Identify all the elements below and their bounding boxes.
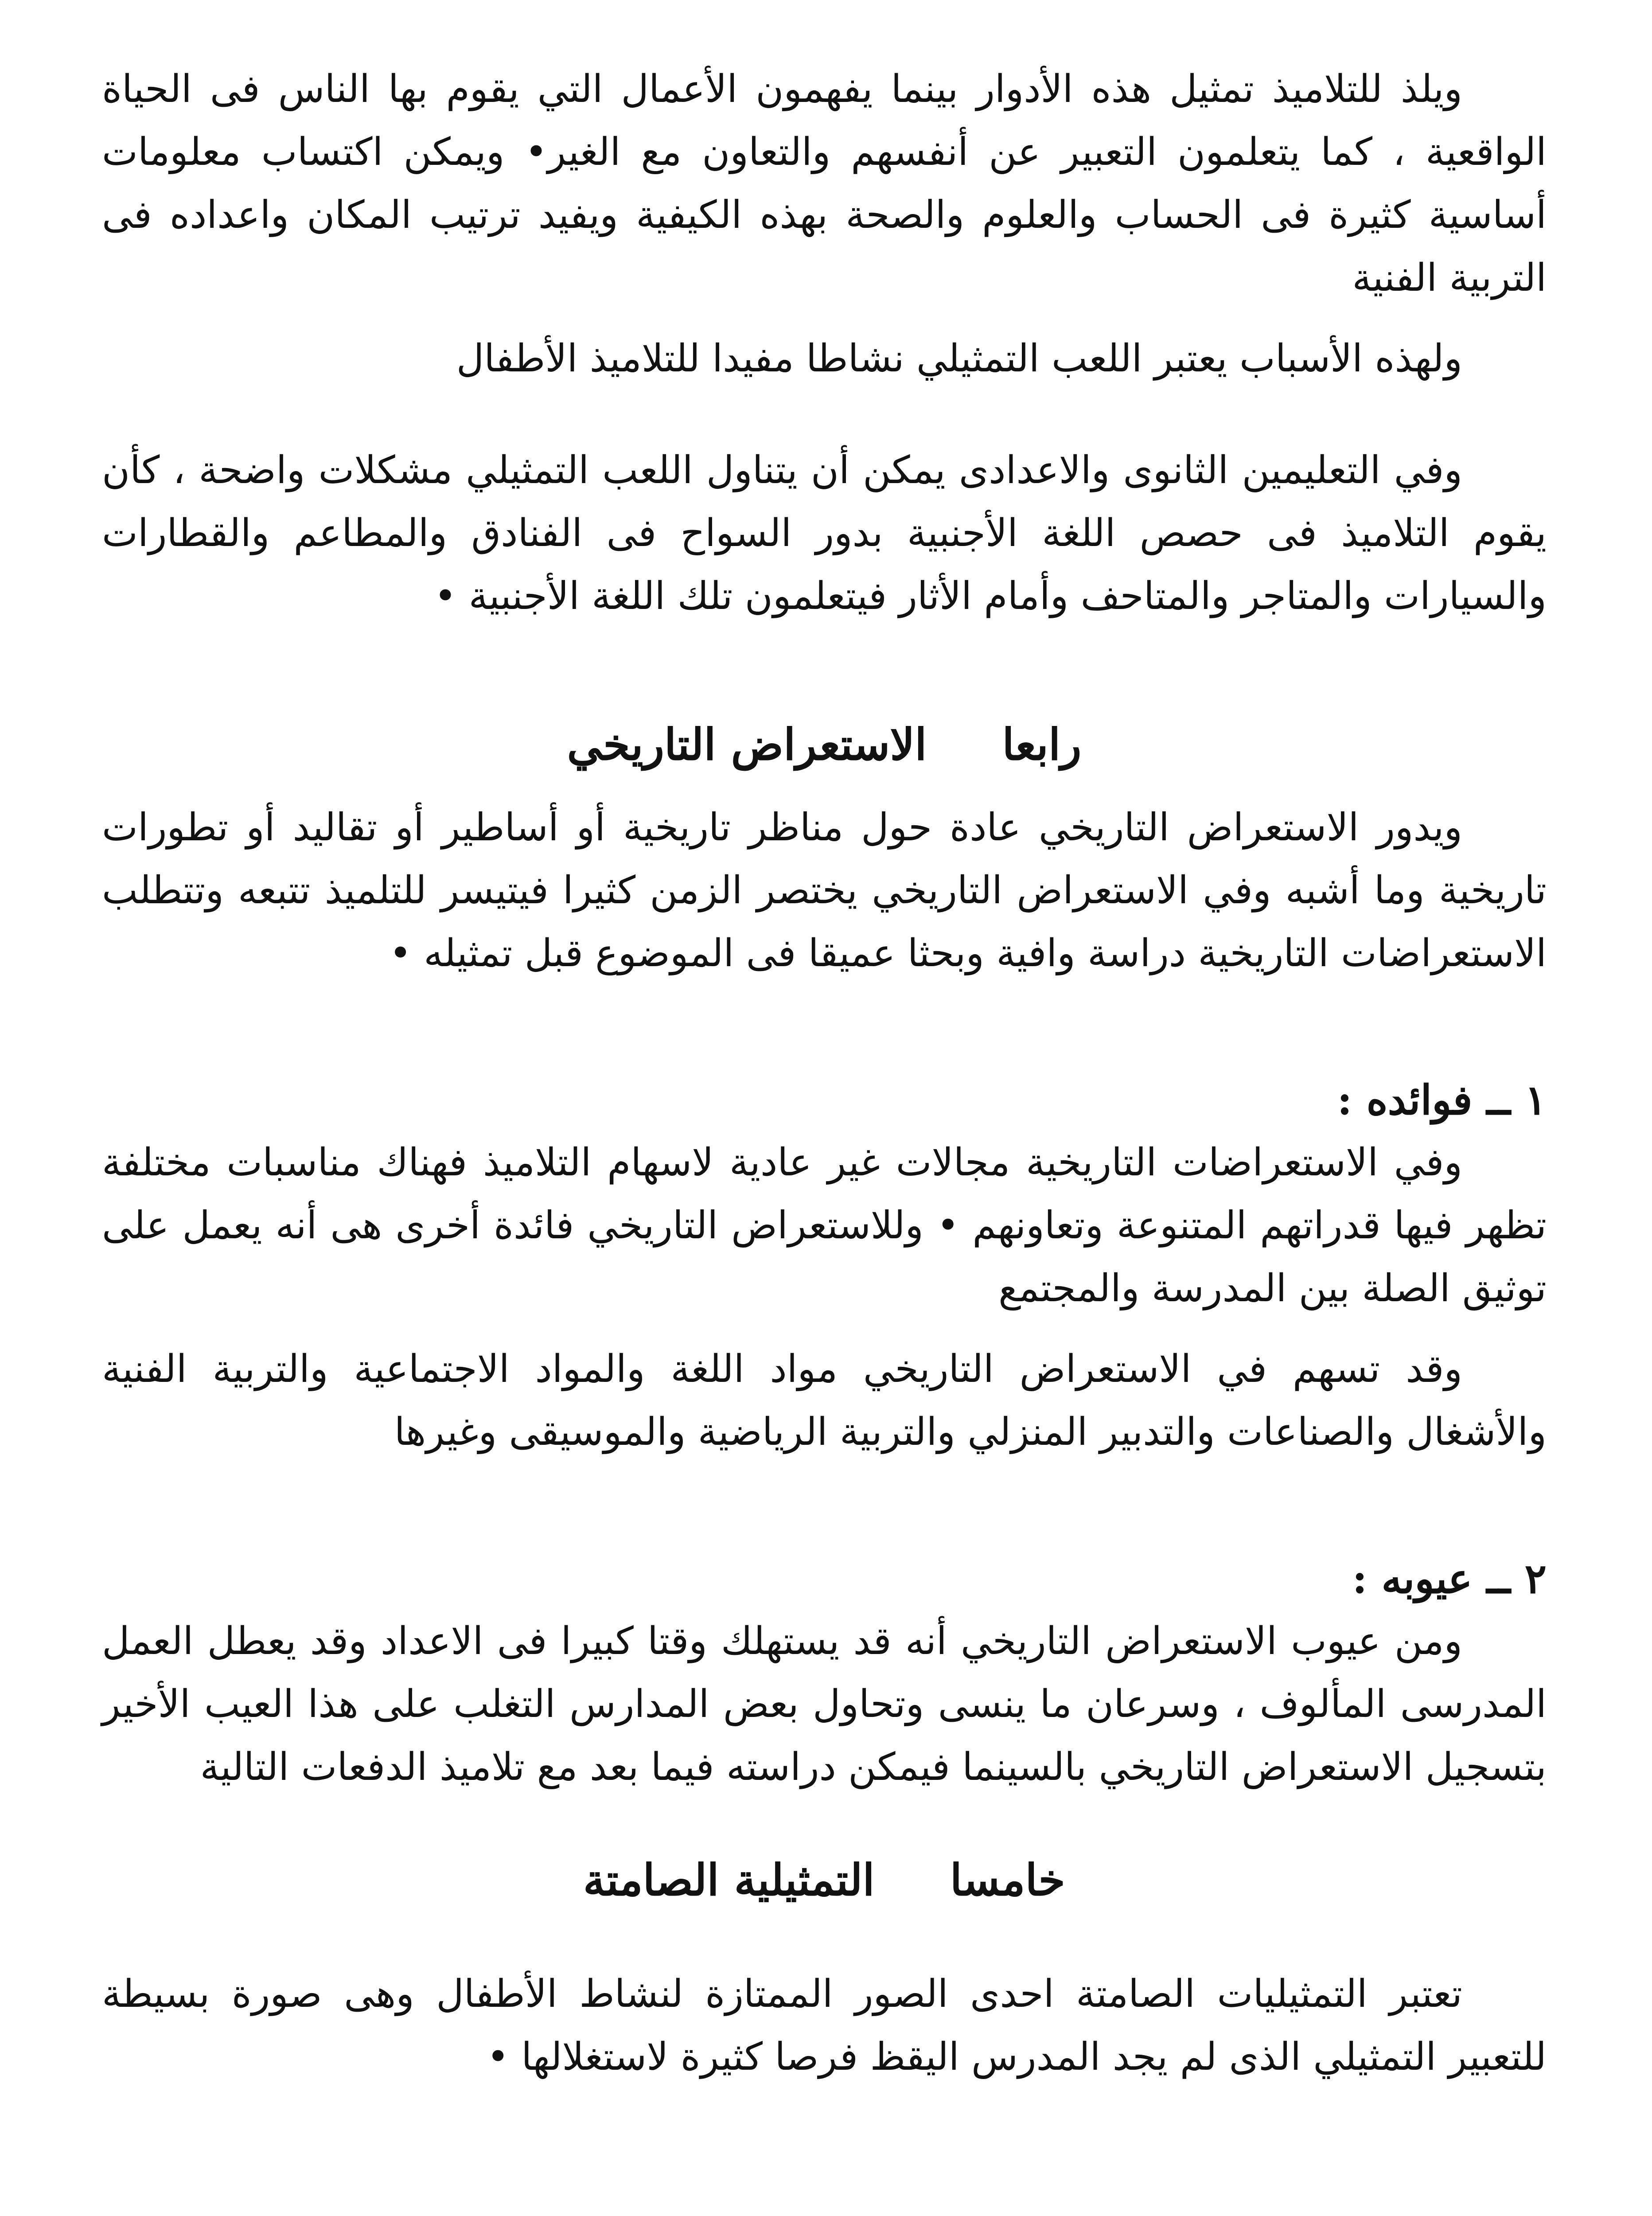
paragraph-pageant-description: ويدور الاستعراض التاريخي عادة حول مناظر تاريخية أو أساطير أو تقاليد أو تطورات تاريخية وما أشبه وفي الاستعراض التاريخي يختصر الزمن كثيرا فيتيسر للتلميذ تتبعه وتتطلب الاستعراضات التاريخية دراسة وافية وبحثا عميقا فى الموضوع قبل تمثيله •	[102, 805, 1547, 975]
section-title: التمثيلية الصامتة	[583, 1855, 875, 1906]
subheading-drawbacks: ٢ ــ عيوبه :	[1352, 1555, 1547, 1603]
section-heading-historical-pageant	[102, 712, 1547, 778]
paragraph-role-play-usefulness: ولهذه الأسباب يعتبر اللعب التمثيلي نشاطا مفيدا للتلاميذ الأطفال	[456, 336, 1462, 381]
paragraph-pantomime: تعتبر التمثيليات الصامتة احدى الصور الممتازة لنشاط الأطفال وهى صورة بسيطة للتعبير التمثيلي الذى لم يجد المدرس اليقظ فرصا كثيرة لاستغلالها •	[102, 1972, 1547, 2079]
paragraph-secondary-education: وفي التعليمين الثانوى والاعدادى يمكن أن يتناول اللعب التمثيلي مشكلات واضحة ، كأن يقوم التلاميذ فى حصص اللغة الأجنبية بدور السواح فى الفنادق والمطاعم والقطارات والسيارات والمتاجر والمتاحف وأمام الأثار فيتعلمون تلك اللغة الأجنبية •	[102, 448, 1547, 618]
section-number: خامسا	[950, 1855, 1065, 1906]
section-number: رابعا	[1002, 719, 1082, 770]
book-page	[102, 58, 1547, 2216]
paragraph-contributing-subjects: وقد تسهم في الاستعراض التاريخي مواد اللغة والمواد الاجتماعية والتربية الفنية والأشغال والصناعات والتدبير المنزلي والتربية الرياضية والموسيقى وغيرها	[102, 1347, 1547, 1454]
paragraph-role-play-benefits: ويلذ للتلاميذ تمثيل هذه الأدوار بينما يفهمون الأعمال التي يقوم بها الناس فى الحياة الواقعية ، كما يتعلمون التعبير عن أنفسهم والتعاون مع الغير• ويمكن اكتساب معلومات أساسية كثيرة فى الحساب والعلوم والصحة بهذه الكيفية ويفيد ترتيب المكان واعداده فى التربية الفنية	[102, 67, 1547, 300]
section-title: الاستعراض التاريخي	[567, 719, 927, 770]
subheading-benefits: ١ ــ فوائده :	[1337, 1076, 1547, 1124]
section-heading-pantomime	[102, 1847, 1547, 1914]
paragraph-pageant-benefits: وفي الاستعراضات التاريخية مجالات غير عادية لاسهام التلاميذ فهناك مناسبات مختلفة تظهر فيها قدراتهم المتنوعة وتعاونهم • وللاستعراض التاريخي فائدة أخرى هى أنه يعمل على توثيق الصلة بين المدرسة والمجتمع	[102, 1140, 1547, 1311]
paragraph-pageant-drawbacks: ومن عيوب الاستعراض التاريخي أنه قد يستهلك وقتا كبيرا فى الاعداد وقد يعطل العمل المدرسى المألوف ، وسرعان ما ينسى وتحاول بعض المدارس التغلب على هذا العيب الأخير بتسجيل الاستعراض التاريخي بالسينما فيمكن دراسته فيما بعد مع تلاميذ الدفعات التالية	[102, 1619, 1547, 1789]
